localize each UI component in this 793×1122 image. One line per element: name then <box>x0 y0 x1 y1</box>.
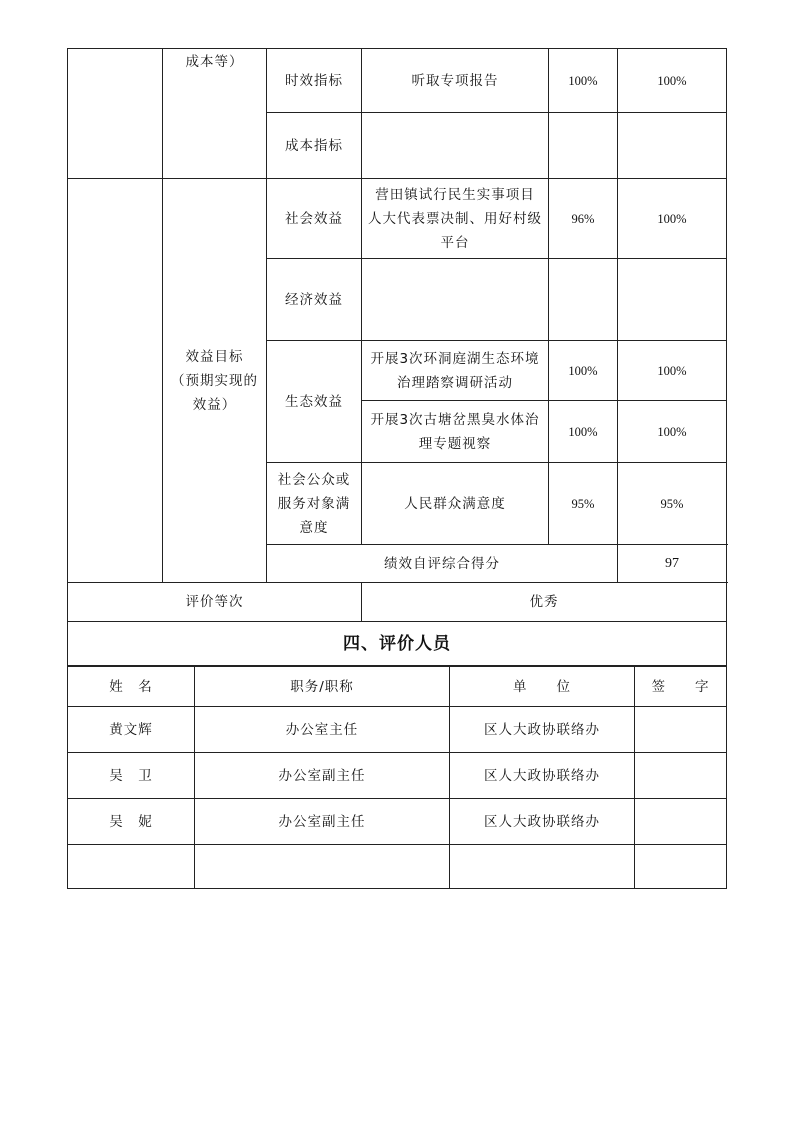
evaluator-name <box>68 799 195 845</box>
evaluator-name-text: 吴 妮 <box>109 813 153 830</box>
metric-cell <box>362 49 549 113</box>
target-value-cell <box>549 49 618 113</box>
tertiary-label: 社会公众或 服务对象满 意度 <box>277 471 351 536</box>
header-signature <box>635 667 727 707</box>
metric-cell <box>362 179 549 259</box>
target-value-cell <box>549 113 618 179</box>
actual-value-cell <box>618 401 727 463</box>
evaluators-table <box>67 666 727 889</box>
tertiary-label: 生态效益 <box>285 393 343 410</box>
section-title-text: 四、评价人员 <box>343 633 451 654</box>
evaluator-position <box>195 845 450 889</box>
target-value-cell <box>549 463 618 545</box>
metric-text: 营田镇试行民生实事项目 人大代表票决制、用好村级 平台 <box>368 186 542 251</box>
actual-value-cell <box>618 341 727 401</box>
evaluator-signature <box>635 707 727 753</box>
section-title-row <box>68 622 727 666</box>
primary-indicator-cell <box>68 49 163 179</box>
header-signature-text: 签 字 <box>651 678 710 695</box>
metric-text: 开展3次环洞庭湖生态环境 治理踏察调研活动 <box>370 350 540 391</box>
evaluators-header-row <box>68 667 727 707</box>
header-position <box>195 667 450 707</box>
actual-value-cell <box>618 259 727 341</box>
tertiary-label: 时效指标 <box>285 72 343 89</box>
header-position-text: 职务/职称 <box>290 678 354 695</box>
tertiary-indicator-cell <box>267 463 362 545</box>
target-value-cell <box>549 179 618 259</box>
header-name-text: 姓 名 <box>109 678 153 695</box>
secondary-indicator-label: 成本等） <box>185 54 244 70</box>
actual-value-cell <box>618 463 727 545</box>
evaluator-unit <box>450 845 635 889</box>
tertiary-indicator-cell <box>267 259 362 341</box>
header-name <box>68 667 195 707</box>
target-value-cell <box>549 259 618 341</box>
actual-value: 100% <box>657 73 687 88</box>
benefit-target-cell <box>163 179 267 583</box>
actual-value: 100% <box>657 363 687 378</box>
grade-value-cell <box>362 583 727 622</box>
evaluator-position-text: 办公室副主任 <box>278 767 366 784</box>
score-value-cell <box>618 545 727 583</box>
evaluator-name-text: 黄文辉 <box>109 721 153 738</box>
target-value: 100% <box>568 363 598 378</box>
grade-row <box>68 583 727 622</box>
evaluator-row <box>68 799 727 845</box>
metric-text: 人民群众满意度 <box>404 495 506 512</box>
primary-indicator-cell <box>68 179 163 583</box>
tertiary-indicator-cell <box>267 179 362 259</box>
tertiary-indicator-cell <box>267 113 362 179</box>
evaluator-position <box>195 799 450 845</box>
tertiary-indicator-cell <box>267 341 362 463</box>
metric-cell <box>362 401 549 463</box>
evaluator-signature <box>635 799 727 845</box>
evaluator-unit <box>450 707 635 753</box>
score-value: 97 <box>665 555 679 571</box>
grade-label: 评价等次 <box>185 594 244 610</box>
metric-cell <box>362 259 549 341</box>
evaluator-signature <box>635 753 727 799</box>
table-row <box>68 49 727 113</box>
actual-value: 100% <box>657 424 687 439</box>
evaluator-unit <box>450 799 635 845</box>
actual-value: 95% <box>660 496 684 511</box>
evaluator-signature <box>635 845 727 889</box>
evaluator-name <box>68 753 195 799</box>
score-label-cell <box>267 545 618 583</box>
actual-value-cell <box>618 49 727 113</box>
secondary-indicator-cell <box>163 49 267 179</box>
metric-cell <box>362 341 549 401</box>
target-value: 100% <box>568 73 598 88</box>
metric-text: 听取专项报告 <box>411 72 499 89</box>
metric-cell <box>362 113 549 179</box>
target-value: 96% <box>571 211 595 226</box>
grade-value: 优秀 <box>529 594 559 610</box>
evaluator-name <box>68 707 195 753</box>
evaluator-row <box>68 845 727 889</box>
target-value: 100% <box>568 424 598 439</box>
evaluator-unit-text: 区人大政协联络办 <box>484 813 600 830</box>
metric-cell <box>362 463 549 545</box>
evaluator-position-text: 办公室副主任 <box>278 813 366 830</box>
tertiary-label: 成本指标 <box>285 137 343 154</box>
target-value-cell <box>549 341 618 401</box>
actual-value: 100% <box>657 211 687 226</box>
evaluator-unit-text: 区人大政协联络办 <box>484 767 600 784</box>
target-value-cell <box>549 401 618 463</box>
actual-value-cell <box>618 113 727 179</box>
evaluator-unit-text: 区人大政协联络办 <box>484 721 600 738</box>
grade-label-cell <box>68 583 362 622</box>
benefit-target-label: 效益目标 （预期实现的 效益） <box>171 348 258 413</box>
evaluator-row <box>68 707 727 753</box>
evaluator-position <box>195 707 450 753</box>
evaluator-row <box>68 753 727 799</box>
section-title <box>68 622 727 666</box>
indicator-table <box>67 48 727 666</box>
evaluator-unit <box>450 753 635 799</box>
metric-text: 开展3次古塘岔黑臭水体治 理专题视察 <box>370 411 540 452</box>
header-unit-text: 单 位 <box>513 678 571 695</box>
tertiary-label: 社会效益 <box>285 210 343 227</box>
header-unit <box>450 667 635 707</box>
evaluator-name <box>68 845 195 889</box>
evaluator-position <box>195 753 450 799</box>
target-value: 95% <box>571 496 595 511</box>
score-label: 绩效自评综合得分 <box>384 555 500 572</box>
evaluator-position-text: 办公室主任 <box>285 721 359 738</box>
actual-value-cell <box>618 179 727 259</box>
table-row <box>68 179 727 259</box>
tertiary-label: 经济效益 <box>285 291 343 308</box>
tertiary-indicator-cell <box>267 49 362 113</box>
evaluator-name-text: 吴 卫 <box>109 767 153 784</box>
